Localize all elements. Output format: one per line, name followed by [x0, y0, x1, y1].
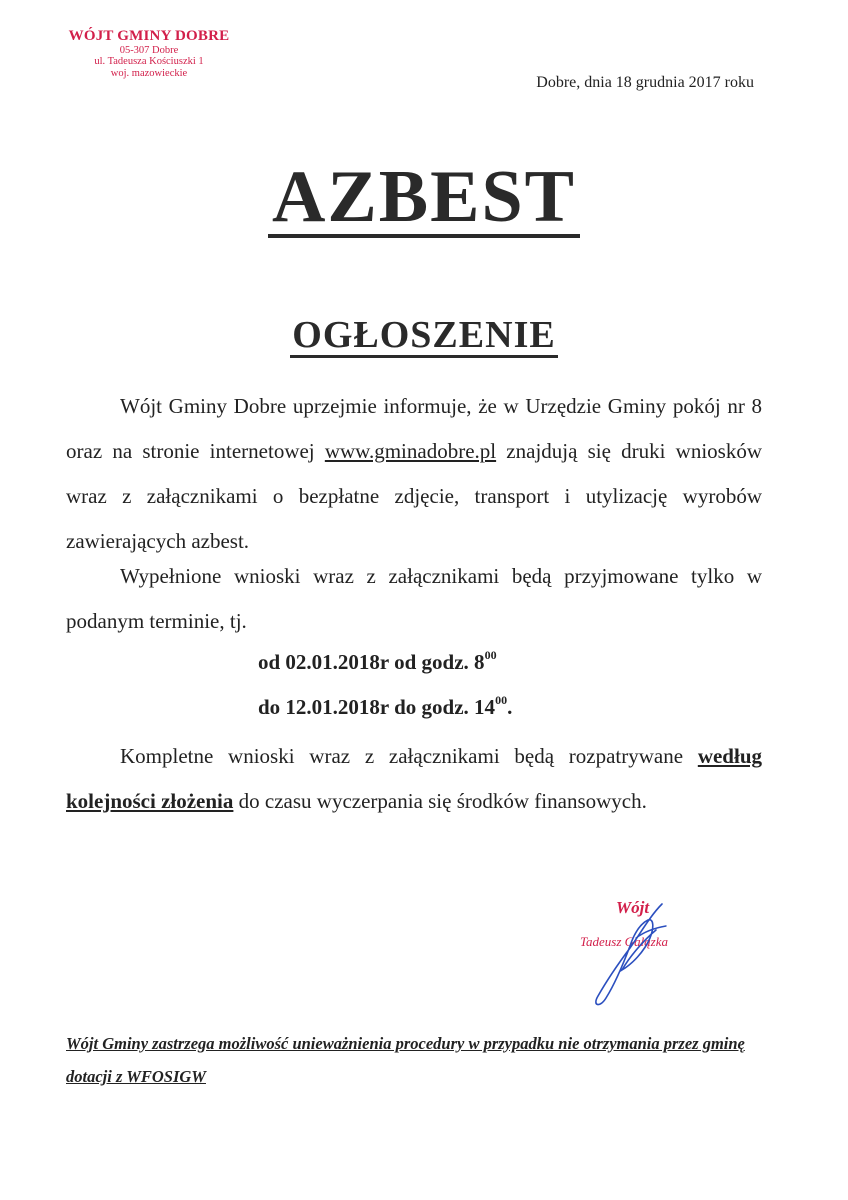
document-date: Dobre, dnia 18 grudnia 2017 roku — [536, 74, 754, 91]
deadline-to — [258, 695, 512, 720]
deadline-to-end: . — [507, 695, 513, 719]
deadline-to-minutes: 00 — [495, 693, 508, 707]
subhead-wrapper — [0, 316, 848, 358]
deadline-from — [258, 650, 497, 675]
deadline-to-text: do 12.01.2018r do godz. 14 — [258, 695, 496, 719]
stamp-street: ul. Tadeusza Kościuszki 1 — [94, 56, 204, 68]
deadline-from-minutes: 00 — [484, 648, 497, 662]
paragraph-3 — [66, 734, 762, 824]
stamp-postal: 05-307 Dobre — [119, 44, 179, 56]
signature-title: Wójt — [616, 898, 650, 917]
paragraph-3-end: do czasu wyczerpania się środków finansowych. — [233, 789, 647, 813]
signature-block — [570, 886, 750, 1016]
deadline-from-text: od 02.01.2018r od godz. 8 — [258, 650, 485, 674]
signature-name: Tadeusz Gałązka — [580, 934, 669, 949]
stamp-region: woj. mazowieckie — [110, 67, 188, 79]
headline-wrapper — [0, 156, 848, 238]
footer-reservation: Wójt Gminy zastrzega możliwość unieważnienia procedury w przypadku nie otrzymania przez gminę dotacji z WFOSIGW — [66, 1034, 745, 1086]
paragraph-1 — [66, 384, 762, 564]
official-stamp — [44, 28, 254, 79]
paragraph-2: Wypełnione wnioski wraz z załącznikami będą przyjmowane tylko w podanym terminie, tj. — [66, 564, 762, 633]
headline: AZBEST — [268, 162, 580, 238]
paragraph-1-start: Wójt Gminy Dobre uprzejmie informuje, że w Urzędzie Gminy pokój nr 8 oraz na stronie internetowej — [66, 394, 762, 463]
subhead: OGŁOSZENIE — [292, 314, 556, 356]
handwritten-signature — [570, 886, 750, 1016]
stamp-title: WÓJT GMINY DOBRE — [68, 28, 230, 44]
paragraph-3-emphasis: według kolejności złożenia — [66, 744, 762, 813]
paragraph-3-start: Kompletne wnioski wraz z załącznikami będą rozpatrywane — [120, 744, 698, 768]
website-link[interactable]: www.gminadobre.pl — [324, 439, 497, 463]
paragraph-1-end: znajdują się druki wniosków wraz z załącznikami o bezpłatne zdjęcie, transport i utylizację wyrobów zawierających azbest. — [66, 439, 762, 553]
